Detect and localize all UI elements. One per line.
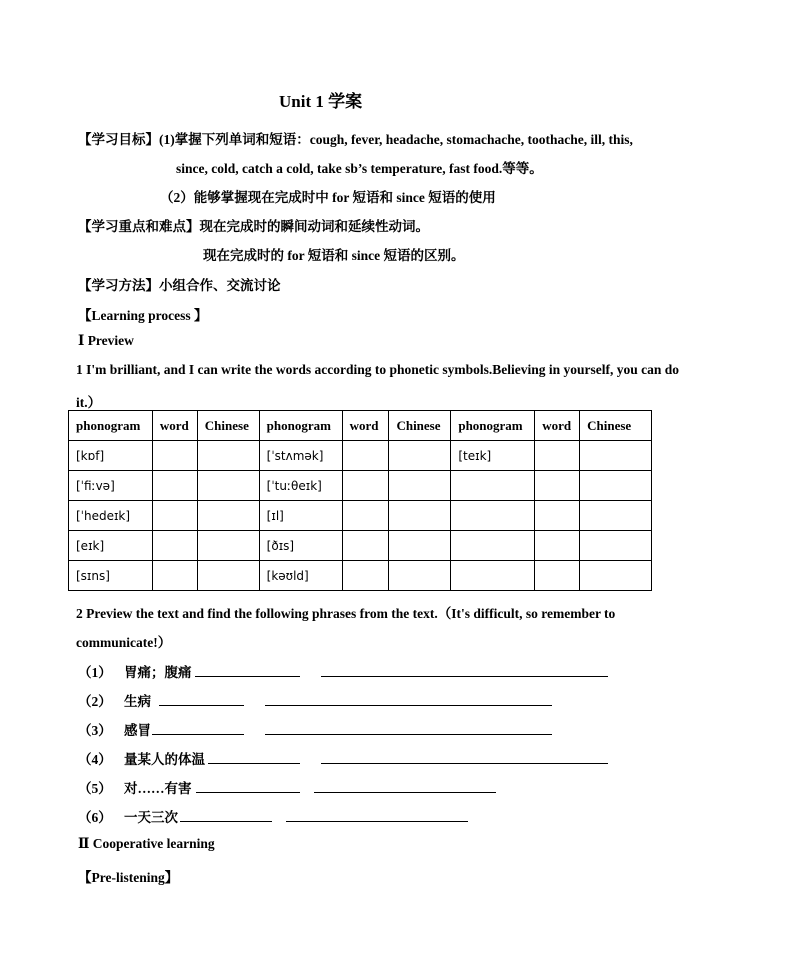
chinese-cell[interactable] [580, 441, 652, 471]
phonogram-cell: [ˈstʌmək] [259, 441, 342, 471]
table-header-row [69, 411, 652, 441]
answer-blank-english[interactable] [265, 734, 552, 735]
objectives-line-3: （2）能够掌握现在完成时中 for 短语和 since 短语的使用 [160, 190, 496, 205]
objectives-line-2: since, cold, catch a cold, take sb’s temperature, fast food.等等。 [176, 161, 543, 176]
table-row [69, 471, 652, 501]
phrase-number: （1） [78, 665, 112, 680]
table-header: word [342, 411, 389, 441]
answer-blank-chinese[interactable] [180, 821, 272, 822]
table-header: phonogram [259, 411, 342, 441]
chinese-cell[interactable] [389, 501, 451, 531]
chinese-cell[interactable] [580, 561, 652, 591]
chinese-cell[interactable] [580, 501, 652, 531]
phrase-number: （5） [78, 781, 112, 796]
word-cell[interactable] [535, 501, 580, 531]
phrase-text: 胃痛；腹痛 [124, 665, 192, 680]
table-row [69, 501, 652, 531]
phonogram-cell: [ɪl] [259, 501, 342, 531]
answer-blank-english[interactable] [321, 763, 608, 764]
answer-blank-english[interactable] [314, 792, 496, 793]
phonetic-table [68, 410, 652, 591]
phonogram-cell: [eɪk] [69, 531, 153, 561]
phrase-number: （4） [78, 752, 112, 767]
table-row [69, 531, 652, 561]
chinese-cell[interactable] [389, 441, 451, 471]
key-points-line-1 [78, 215, 429, 235]
word-cell[interactable] [535, 531, 580, 561]
table-header: phonogram [69, 411, 153, 441]
chinese-cell[interactable] [389, 531, 451, 561]
word-cell[interactable] [535, 471, 580, 501]
method-text: 小组合作、交流讨论 [159, 278, 281, 293]
phonogram-cell: [ˈhedeɪk] [69, 501, 153, 531]
chinese-cell[interactable] [197, 501, 259, 531]
task1-line-1: 1 I'm brilliant, and I can write the words according to phonetic symbols.Believing in yourself, you can do [76, 362, 680, 377]
word-cell[interactable] [342, 531, 389, 561]
phonogram-cell: [sɪns] [69, 561, 153, 591]
answer-blank-chinese[interactable] [152, 734, 244, 735]
table-header: Chinese [197, 411, 259, 441]
objectives-label: 【学习目标】 [78, 132, 159, 147]
phonogram-cell: [ðɪs] [259, 531, 342, 561]
table-header: Chinese [389, 411, 451, 441]
word-cell[interactable] [152, 471, 197, 501]
word-cell[interactable] [342, 441, 389, 471]
phrase-number: （2） [78, 694, 112, 709]
word-cell[interactable] [342, 471, 389, 501]
phonogram-cell [451, 531, 535, 561]
cooperative-heading: Ⅱ Cooperative learning [78, 836, 215, 851]
phonogram-cell: [ˈtuːθeɪk] [259, 471, 342, 501]
answer-blank-chinese[interactable] [195, 676, 300, 677]
phrase-text: 对……有害 [124, 781, 192, 796]
objectives-text-1: (1)掌握下列单词和短语：cough, fever, headache, stomachache, toothache, ill, this, [159, 132, 633, 147]
answer-blank-chinese[interactable] [196, 792, 300, 793]
method-line [78, 274, 281, 294]
task2-line-2: communicate!） [76, 635, 172, 650]
answer-blank-chinese[interactable] [208, 763, 300, 764]
preview-heading: Ⅰ Preview [78, 333, 134, 348]
table-header: word [535, 411, 580, 441]
word-cell[interactable] [342, 561, 389, 591]
phrase-text: 感冒 [124, 723, 151, 738]
method-label: 【学习方法】 [78, 278, 159, 293]
pre-listening-heading: 【Pre-listening】 [78, 870, 179, 885]
phrase-number: （3） [78, 723, 112, 738]
task2-line-1: 2 Preview the text and find the following phrases from the text.（It's difficult, so remember to [76, 606, 616, 621]
key-points-label: 【学习重点和难点】 [78, 219, 200, 234]
answer-blank-english[interactable] [265, 705, 552, 706]
table-header: Chinese [580, 411, 652, 441]
word-cell[interactable] [152, 561, 197, 591]
phrase-text: 一天三次 [124, 810, 178, 825]
chinese-cell[interactable] [389, 471, 451, 501]
phrase-text: 生病 [124, 694, 151, 709]
chinese-cell[interactable] [197, 561, 259, 591]
chinese-cell[interactable] [197, 531, 259, 561]
phrase-text: 量某人的体温 [124, 752, 205, 767]
phonogram-cell: [kəʊld] [259, 561, 342, 591]
word-cell[interactable] [535, 561, 580, 591]
table-header: phonogram [451, 411, 535, 441]
key-points-line-2: 现在完成时的 for 短语和 since 短语的区别。 [203, 248, 465, 263]
phonogram-cell [451, 501, 535, 531]
word-cell[interactable] [152, 531, 197, 561]
phonogram-cell: [kɒf] [69, 441, 153, 471]
learning-process-heading: 【Learning process 】 [78, 308, 208, 323]
chinese-cell[interactable] [580, 531, 652, 561]
phrase-number: （6） [78, 810, 112, 825]
table-row [69, 441, 652, 471]
phonogram-cell: [ˈfiːvə] [69, 471, 153, 501]
word-cell[interactable] [152, 441, 197, 471]
key-points-text-1: 现在完成时的瞬间动词和延续性动词。 [199, 219, 429, 234]
chinese-cell[interactable] [389, 561, 451, 591]
phonogram-cell [451, 561, 535, 591]
word-cell[interactable] [152, 501, 197, 531]
word-cell[interactable] [535, 441, 580, 471]
table-header: word [152, 411, 197, 441]
answer-blank-english[interactable] [321, 676, 608, 677]
word-cell[interactable] [342, 501, 389, 531]
chinese-cell[interactable] [197, 471, 259, 501]
objectives-line-1 [78, 128, 633, 148]
chinese-cell[interactable] [197, 441, 259, 471]
task1-line-2: it.） [76, 395, 102, 410]
answer-blank-english[interactable] [286, 821, 468, 822]
answer-blank-chinese[interactable] [159, 705, 244, 706]
table-row [69, 561, 652, 591]
page-title: Unit 1 学案 [279, 92, 363, 111]
phonogram-cell [451, 471, 535, 501]
chinese-cell[interactable] [580, 471, 652, 501]
phonogram-cell: [teɪk] [451, 441, 535, 471]
